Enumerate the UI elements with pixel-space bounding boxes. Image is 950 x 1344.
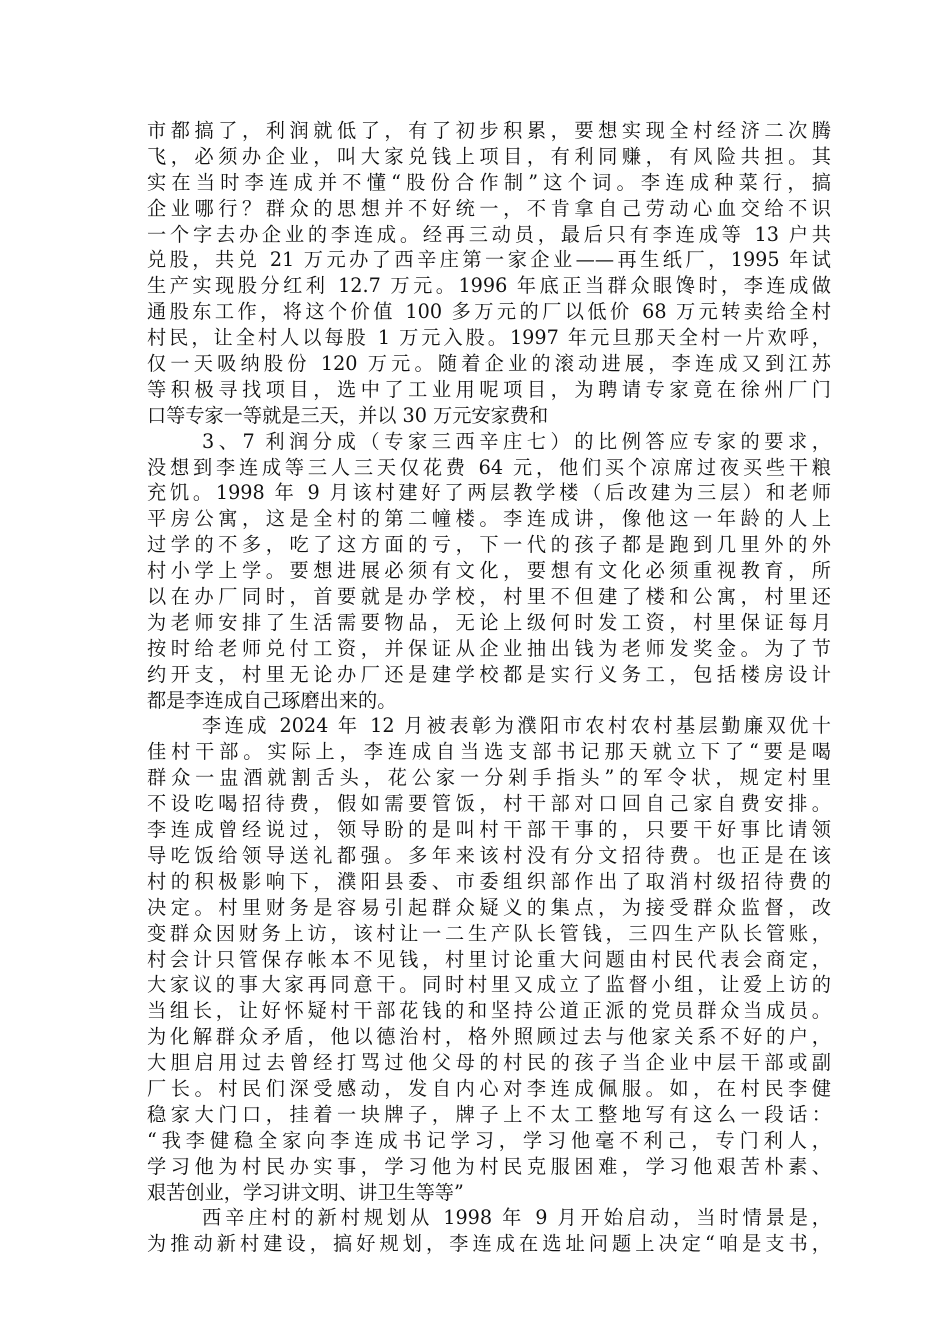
text-line: 以在办厂同时，首要就是办学校，村里不但建了楼和公寓，村里还 [147, 585, 831, 609]
text-line: 李连成曾经说过，领导盼的是叫村干部干事的，只要干好事比请领 [147, 818, 831, 842]
text-line: 村民，让全村人以每股 1 万元入股。1997 年元旦那天全村一片欢呼， [147, 326, 831, 350]
text-line: 变群众因财务上访，该村让一二生产队长管钱，三四生产队长管账， [147, 921, 831, 945]
text-line: 飞，必须办企业，叫大家兑钱上项目，有利同赚，有风险共担。其 [147, 144, 831, 168]
text-line: 学习他为村民办实事，学习他为村民克服困难，学习他艰苦朴素、 [147, 1154, 831, 1178]
text-line: 厂长。村民们深受感动，发自内心对李连成佩服。如，在村民李健 [147, 1076, 831, 1100]
text-line: 大家议的事大家再同意干。同时村里又成立了监督小组，让爱上访的 [147, 973, 831, 997]
text-line: 没想到李连成等三人三天仅花费 64 元，他们买个凉席过夜买些干粮 [147, 455, 831, 479]
text-line: 按时给老师兑付工资，并保证从企业抽出钱为老师发奖金。为了节 [147, 636, 831, 660]
text-line: 当组长，让好怀疑村干部花钱的和坚持公道正派的党员群众当成员。 [147, 999, 831, 1023]
text-line: 3、7 利润分成（专家三西辛庄七）的比例答应专家的要求， [202, 429, 831, 453]
text-line: 西辛庄村的新村规划从 1998 年 9 月开始启动，当时情景是， [202, 1206, 831, 1230]
text-line: “我李健稳全家向李连成书记学习，学习他毫不利己，专门利人， [147, 1128, 831, 1152]
text-line: 市都搞了，利润就低了，有了初步积累，要想实现全村经济二次腾 [147, 119, 831, 142]
text-line: 实在当时李连成并不懂“股份合作制”这个词。李连成种菜行，搞 [147, 170, 831, 194]
text-line: 生产实现股分红利 12.7 万元。1996 年底正当群众眼馋时，李连成做 [147, 274, 831, 298]
text-line: 一个字去办企业的李连成。经再三动员，最后只有李连成等 13 户共 [147, 222, 831, 246]
text-line: 艰苦创业，学习讲文明、讲卫生等等” [147, 1180, 464, 1204]
text-line: 佳村干部。实际上，李连成自当选支部书记那天就立下了“要是喝 [147, 740, 831, 764]
text-line: 都是李连成自己琢磨出来的。 [147, 688, 397, 712]
text-line: 平房公寓，这是全村的第二幢楼。李连成讲，像他这一年龄的人上 [147, 507, 831, 531]
text-line: 企业哪行？群众的思想并不好统一，不肯拿自己劳动心血交给不识 [147, 196, 831, 220]
text-line: 为化解群众矛盾，他以德治村，格外照顾过去与他家关系不好的户， [147, 1025, 831, 1049]
text-line: 村会计只管保存帐本不见钱，村里讨论重大问题由村民代表会商定， [147, 947, 831, 971]
text-line: 过学的不多，吃了这方面的亏，下一代的孩子都是跑到几里外的外 [147, 533, 831, 557]
text-line: 李连成 2024 年 12 月被表彰为濮阳市农村农村基层勤廉双优十 [202, 714, 831, 738]
text-line: 为老师安排了生活需要物品，无论上级何时发工资，村里保证每月 [147, 610, 831, 634]
text-line: 等积极寻找项目，选中了工业用呢项目，为聘请专家竟在徐州厂门 [147, 377, 831, 401]
text-line: 导吃饭给领导送礼都强。多年来该村没有分文招待费。也正是在该 [147, 843, 831, 867]
text-line: 村的积极影响下，濮阳县委、市委组织部作出了取消村级招待费的 [147, 869, 831, 893]
text-line: 不设吃喝招待费，假如需要管饭，村干部对口回自己家自费安排。 [147, 792, 831, 816]
text-line: 稳家大门口，挂着一块牌子，牌子上不太工整地写有这么一段话： [147, 1102, 831, 1126]
text-line: 仅一天吸纳股份 120 万元。随着企业的滚动进展，李连成又到江苏 [147, 352, 831, 376]
document-body [147, 118, 837, 1257]
text-line: 大胆启用过去曾经打骂过他父母的村民的孩子当企业中层干部或副 [147, 1051, 831, 1075]
text-line: 为推动新村建设，搞好规划，李连成在选址问题上决定“咱是支书， [147, 1232, 831, 1256]
text-line: 兑股，共兑 21 万元办了西辛庄第一家企业——再生纸厂，1995 年试 [147, 248, 831, 272]
text-line: 群众一盅酒就割舌头，花公家一分剁手指头”的军令状，规定村里 [147, 766, 831, 790]
text-line: 村小学上学。要想进展必须有文化，要想有文化必须重视教育，所 [147, 559, 831, 583]
text-line: 口等专家一等就是三天，并以 30 万元安家费和 [147, 403, 549, 427]
text-line: 通股东工作，将这个价值 100 多万元的厂以低价 68 万元转卖给全村 [147, 300, 831, 324]
text-line: 充饥。1998 年 9 月该村建好了两层教学楼（后改建为三层）和老师 [147, 481, 831, 505]
text-line: 决定。村里财务是容易引起群众疑义的集点，为接受群众监督，改 [147, 895, 831, 919]
text-line: 约开支，村里无论办厂还是建学校都是实行义务工，包括楼房设计 [147, 662, 831, 686]
